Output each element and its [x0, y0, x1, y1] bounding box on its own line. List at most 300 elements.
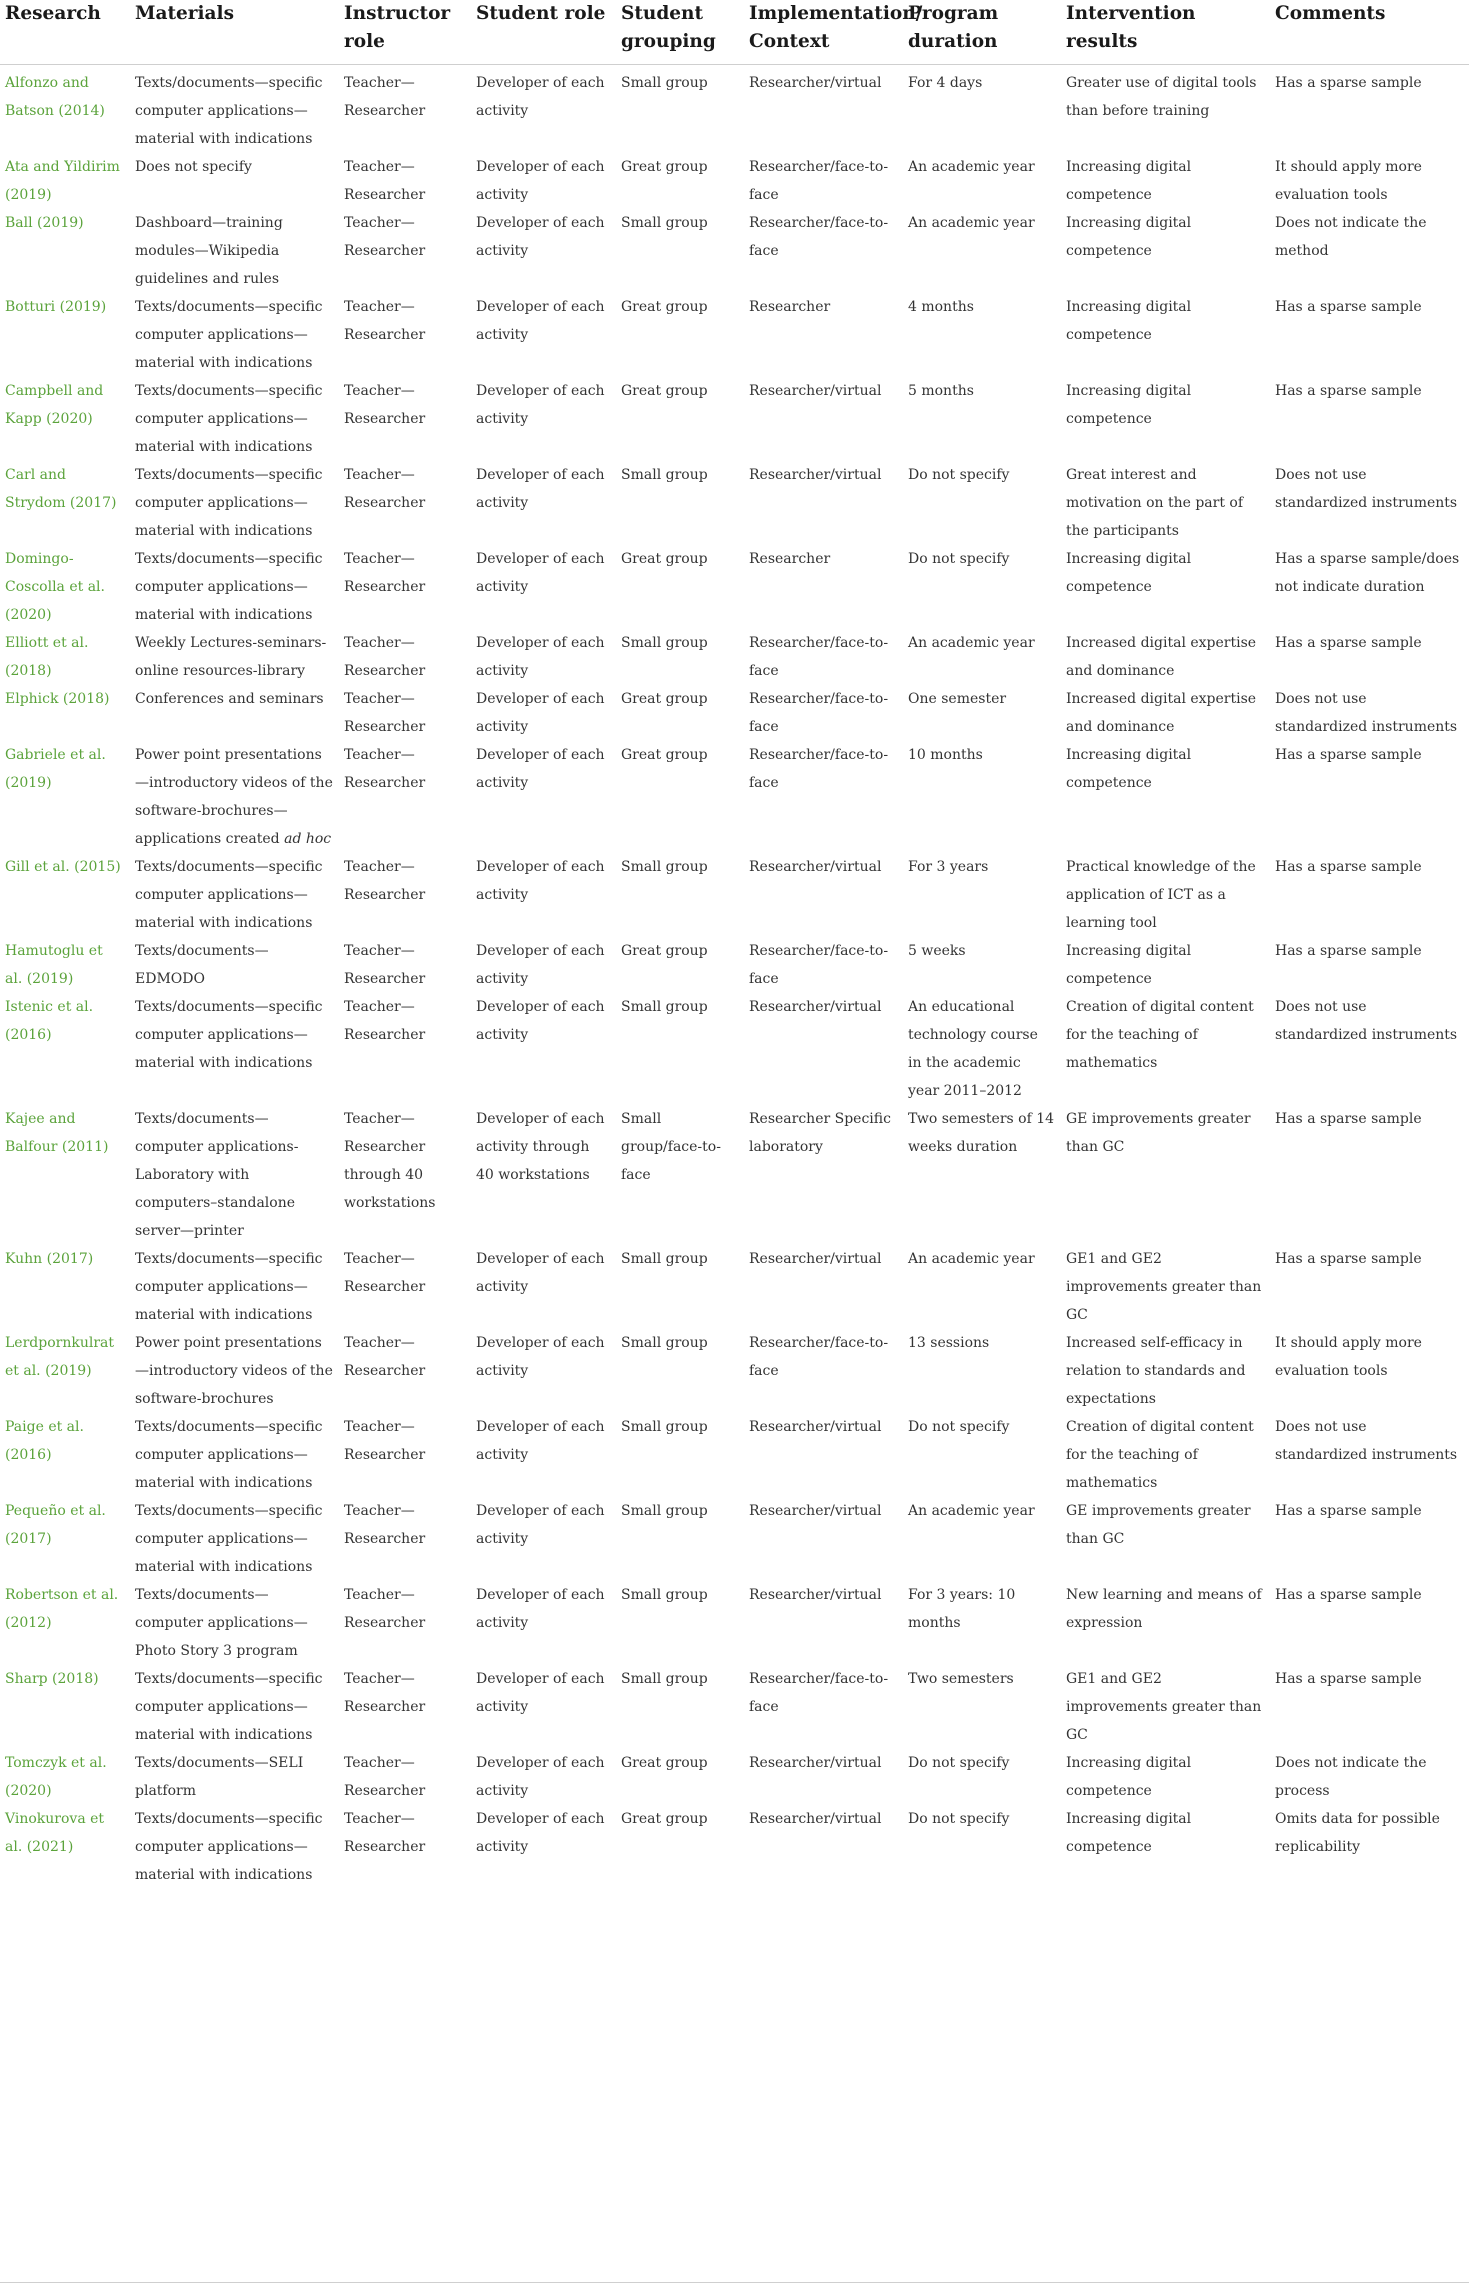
cell-text: Texts/documents—specific computer applications—material with indications — [135, 75, 323, 147]
materials-cell — [130, 65, 339, 154]
results-cell — [1061, 461, 1270, 545]
materials-cell — [130, 1805, 339, 1889]
student-grouping-cell — [616, 685, 744, 741]
cell-text: Developer of each activity — [476, 1335, 605, 1379]
cell-text: An academic year — [908, 215, 1035, 231]
research-cell[interactable] — [0, 685, 130, 741]
cell-text: Vinokurova et al. (2021) — [5, 1811, 105, 1855]
cell-text: Increased digital expertise and dominance — [1066, 635, 1257, 679]
cell-text: For 4 days — [908, 75, 983, 91]
duration-cell — [903, 853, 1061, 937]
results-cell — [1061, 1665, 1270, 1749]
table-row — [0, 685, 1469, 741]
cell-text: Dashboard—training modules—Wikipedia guidelines and rules — [135, 215, 283, 287]
cell-text: Great group — [621, 159, 708, 175]
cell-text: It should apply more evaluation tools — [1275, 159, 1422, 203]
header-research: Research — [0, 0, 130, 65]
instructor-role-cell — [339, 741, 471, 853]
student-grouping-cell — [616, 293, 744, 377]
research-cell[interactable] — [0, 65, 130, 154]
student-grouping-cell — [616, 153, 744, 209]
table-row — [0, 993, 1469, 1105]
cell-text: Teacher—Researcher — [344, 1335, 426, 1379]
header-student-role: Student role — [471, 0, 616, 65]
table-row — [0, 741, 1469, 853]
table-row — [0, 629, 1469, 685]
research-cell[interactable] — [0, 1413, 130, 1497]
cell-text: Great group — [621, 943, 708, 959]
materials-cell — [130, 377, 339, 461]
student-role-cell — [471, 993, 616, 1105]
materials-cell — [130, 1749, 339, 1805]
cell-text: Teacher—Researcher — [344, 75, 426, 119]
cell-text: Teacher—Researcher — [344, 747, 426, 791]
results-cell — [1061, 685, 1270, 741]
instructor-role-cell — [339, 461, 471, 545]
implementation-cell — [744, 1245, 903, 1329]
results-cell — [1061, 1749, 1270, 1805]
cell-text: Has a sparse sample — [1275, 1587, 1422, 1603]
research-cell[interactable] — [0, 629, 130, 685]
cell-text: Kuhn (2017) — [5, 1251, 94, 1267]
cell-text: Elphick (2018) — [5, 691, 110, 707]
duration-cell — [903, 741, 1061, 853]
comments-cell — [1270, 937, 1469, 993]
student-role-cell — [471, 1749, 616, 1805]
cell-text: Researcher/virtual — [749, 467, 882, 483]
cell-text: GE1 and GE2 improvements greater than GC — [1066, 1671, 1262, 1743]
comments-cell — [1270, 853, 1469, 937]
implementation-cell — [744, 685, 903, 741]
comments-cell — [1270, 1329, 1469, 1413]
cell-text: Researcher/face-to-face — [749, 635, 889, 679]
cell-text: 5 months — [908, 383, 974, 399]
cell-text: Small group — [621, 1587, 708, 1603]
cell-text: Gill et al. (2015) — [5, 859, 121, 875]
cell-text: Small group — [621, 215, 708, 231]
cell-text: Small group — [621, 1335, 708, 1351]
duration-cell — [903, 1581, 1061, 1665]
cell-text: An academic year — [908, 1503, 1035, 1519]
student-role-cell — [471, 1581, 616, 1665]
cell-text: Increasing digital competence — [1066, 747, 1192, 791]
results-cell — [1061, 65, 1270, 154]
cell-text: Small group — [621, 1419, 708, 1435]
student-grouping-cell — [616, 853, 744, 937]
cell-text: Great group — [621, 1811, 708, 1827]
cell-text: Kajee and Balfour (2011) — [5, 1111, 109, 1155]
cell-text: Has a sparse sample — [1275, 299, 1422, 315]
cell-text: Has a sparse sample — [1275, 75, 1422, 91]
cell-text: Teacher—Researcher — [344, 1251, 426, 1295]
duration-cell — [903, 1805, 1061, 1889]
student-role-cell — [471, 1413, 616, 1497]
cell-text: Robertson et al. (2012) — [5, 1587, 119, 1631]
cell-text: Teacher—Researcher — [344, 999, 426, 1043]
cell-text: Teacher—Researcher — [344, 691, 426, 735]
cell-text: Small group — [621, 999, 708, 1015]
research-cell[interactable] — [0, 1245, 130, 1329]
student-role-cell — [471, 1665, 616, 1749]
results-cell — [1061, 853, 1270, 937]
instructor-role-cell — [339, 209, 471, 293]
cell-text: Power point presentations—introductory videos of the software-brochures—applications created — [135, 747, 333, 847]
results-cell — [1061, 209, 1270, 293]
cell-text: Elliott et al. (2018) — [5, 635, 89, 679]
cell-text: Texts/documents—specific computer applications—material with indications — [135, 1251, 323, 1323]
cell-text: Teacher—Researcher — [344, 1755, 426, 1799]
cell-text: Campbell and Kapp (2020) — [5, 383, 104, 427]
research-cell[interactable] — [0, 1497, 130, 1581]
cell-text: Developer of each activity — [476, 859, 605, 903]
cell-text: Developer of each activity — [476, 467, 605, 511]
cell-text: Texts/documents—specific computer applications—material with indications — [135, 1671, 323, 1743]
research-cell[interactable] — [0, 545, 130, 629]
table-row — [0, 461, 1469, 545]
table-row — [0, 1105, 1469, 1245]
cell-text: Developer of each activity — [476, 551, 605, 595]
table-row — [0, 1329, 1469, 1413]
cell-text: Has a sparse sample — [1275, 747, 1422, 763]
implementation-cell — [744, 1497, 903, 1581]
cell-text: For 3 years: 10 months — [908, 1587, 1016, 1631]
cell-text: Developer of each activity — [476, 1811, 605, 1855]
comments-cell — [1270, 1749, 1469, 1805]
cell-text: Texts/documents—EDMODO — [135, 943, 269, 987]
comments-cell — [1270, 741, 1469, 853]
duration-cell — [903, 65, 1061, 154]
cell-text: Hamutoglu et al. (2019) — [5, 943, 103, 987]
cell-text: Researcher/virtual — [749, 383, 882, 399]
cell-text: An academic year — [908, 1251, 1035, 1267]
cell-text: Conferences and seminars — [135, 691, 324, 707]
cell-text: Botturi (2019) — [5, 299, 107, 315]
implementation-cell — [744, 65, 903, 154]
student-grouping-cell — [616, 545, 744, 629]
instructor-role-cell — [339, 1805, 471, 1889]
cell-text: For 3 years — [908, 859, 989, 875]
research-cell[interactable] — [0, 153, 130, 209]
cell-text: 4 months — [908, 299, 974, 315]
student-grouping-cell — [616, 461, 744, 545]
duration-cell — [903, 993, 1061, 1105]
cell-text: Do not specify — [908, 1419, 1010, 1435]
cell-text: Texts/documents—specific computer applications—material with indications — [135, 383, 323, 455]
research-cell[interactable] — [0, 993, 130, 1105]
cell-text: Omits data for possible replicability — [1275, 1811, 1440, 1855]
student-grouping-cell — [616, 1665, 744, 1749]
results-cell — [1061, 1413, 1270, 1497]
cell-text: Increasing digital competence — [1066, 1755, 1192, 1799]
cell-text: Developer of each activity — [476, 383, 605, 427]
cell-text: Developer of each activity — [476, 215, 605, 259]
implementation-cell — [744, 1105, 903, 1245]
cell-text: Two semesters of 14 weeks duration — [908, 1111, 1055, 1155]
results-cell — [1061, 293, 1270, 377]
cell-text: Researcher — [749, 551, 831, 567]
results-cell — [1061, 741, 1270, 853]
results-cell — [1061, 629, 1270, 685]
materials-cell — [130, 461, 339, 545]
research-cell[interactable] — [0, 741, 130, 853]
cell-text: Alfonzo and Batson (2014) — [5, 75, 105, 119]
cell-text: Ball (2019) — [5, 215, 84, 231]
table-row — [0, 1805, 1469, 1889]
cell-text: Great group — [621, 691, 708, 707]
results-cell — [1061, 1105, 1270, 1245]
table-row — [0, 1665, 1469, 1749]
cell-text: An academic year — [908, 635, 1035, 651]
cell-text: Increasing digital competence — [1066, 1811, 1192, 1855]
cell-text: Great group — [621, 1755, 708, 1771]
materials-cell — [130, 1497, 339, 1581]
cell-text: Teacher—Researcher — [344, 943, 426, 987]
instructor-role-cell — [339, 153, 471, 209]
cell-text: Small group — [621, 75, 708, 91]
materials-cell — [130, 1413, 339, 1497]
research-cell[interactable] — [0, 461, 130, 545]
instructor-role-cell — [339, 1497, 471, 1581]
student-grouping-cell — [616, 1805, 744, 1889]
instructor-role-cell — [339, 1413, 471, 1497]
cell-text: Creation of digital content for the teaching of mathematics — [1066, 999, 1254, 1071]
cell-text: Has a sparse sample — [1275, 859, 1422, 875]
duration-cell — [903, 1497, 1061, 1581]
cell-text: Teacher—Researcher — [344, 159, 426, 203]
student-grouping-cell — [616, 1105, 744, 1245]
student-role-cell — [471, 685, 616, 741]
comments-cell — [1270, 1497, 1469, 1581]
cell-text: Great group — [621, 551, 708, 567]
cell-text: Increased digital expertise and dominance — [1066, 691, 1257, 735]
results-cell — [1061, 153, 1270, 209]
table-row — [0, 377, 1469, 461]
cell-text: GE improvements greater than GC — [1066, 1111, 1251, 1155]
table-row — [0, 293, 1469, 377]
research-cell[interactable] — [0, 937, 130, 993]
cell-text: GE improvements greater than GC — [1066, 1503, 1251, 1547]
student-grouping-cell — [616, 1749, 744, 1805]
comments-cell — [1270, 377, 1469, 461]
student-role-cell — [471, 461, 616, 545]
header-program-duration: Program duration — [903, 0, 1061, 65]
cell-text: Developer of each activity — [476, 159, 605, 203]
cell-text: Texts/documents—computer applications—Photo Story 3 program — [135, 1587, 308, 1659]
cell-text: Researcher/virtual — [749, 1503, 882, 1519]
student-grouping-cell — [616, 377, 744, 461]
cell-text: Has a sparse sample — [1275, 943, 1422, 959]
cell-text: Does not use standardized instruments — [1275, 1419, 1458, 1463]
header-comments: Comments — [1270, 0, 1469, 65]
research-cell[interactable] — [0, 1749, 130, 1805]
comments-cell — [1270, 153, 1469, 209]
cell-text: Developer of each activity — [476, 1587, 605, 1631]
bottom-rule — [0, 2282, 1469, 2283]
comments-cell — [1270, 993, 1469, 1105]
student-role-cell — [471, 1805, 616, 1889]
research-cell[interactable] — [0, 853, 130, 937]
cell-text: Has a sparse sample — [1275, 1671, 1422, 1687]
student-role-cell — [471, 545, 616, 629]
student-grouping-cell — [616, 1245, 744, 1329]
comments-cell — [1270, 629, 1469, 685]
results-cell — [1061, 1805, 1270, 1889]
implementation-cell — [744, 461, 903, 545]
instructor-role-cell — [339, 1329, 471, 1413]
cell-text: Paige et al. (2016) — [5, 1419, 84, 1463]
cell-text: Texts/documents—specific computer applications—material with indications — [135, 551, 323, 623]
header-instructor-role: Instructor role — [339, 0, 471, 65]
instructor-role-cell — [339, 377, 471, 461]
cell-text: Researcher/face-to-face — [749, 1671, 889, 1715]
implementation-cell — [744, 545, 903, 629]
cell-text: Gabriele et al. (2019) — [5, 747, 106, 791]
materials-cell — [130, 1329, 339, 1413]
materials-cell — [130, 1245, 339, 1329]
instructor-role-cell — [339, 1749, 471, 1805]
cell-text: Texts/documents—computer applications-Laboratory with computers–standalone server—printer — [135, 1111, 299, 1239]
table-row — [0, 937, 1469, 993]
research-cell[interactable] — [0, 1329, 130, 1413]
cell-text: Texts/documents—specific computer applications—material with indications — [135, 1503, 323, 1575]
cell-text: Has a sparse sample — [1275, 1503, 1422, 1519]
instructor-role-cell — [339, 993, 471, 1105]
cell-text: Do not specify — [908, 1811, 1010, 1827]
student-role-cell — [471, 1245, 616, 1329]
student-grouping-cell — [616, 741, 744, 853]
instructor-role-cell — [339, 1665, 471, 1749]
comments-cell — [1270, 209, 1469, 293]
duration-cell — [903, 685, 1061, 741]
cell-text: Increasing digital competence — [1066, 215, 1192, 259]
research-cell[interactable] — [0, 1581, 130, 1665]
cell-text: Texts/documents—specific computer applications—material with indications — [135, 299, 323, 371]
materials-cell — [130, 741, 339, 853]
cell-text: Great group — [621, 383, 708, 399]
cell-text: Creation of digital content for the teaching of mathematics — [1066, 1419, 1254, 1491]
results-cell — [1061, 1497, 1270, 1581]
cell-text: Do not specify — [908, 551, 1010, 567]
research-cell[interactable] — [0, 209, 130, 293]
cell-text: Teacher—Researcher — [344, 1419, 426, 1463]
cell-text: Increasing digital competence — [1066, 551, 1192, 595]
research-cell[interactable] — [0, 377, 130, 461]
research-cell[interactable] — [0, 1805, 130, 1889]
comments-cell — [1270, 545, 1469, 629]
duration-cell — [903, 1245, 1061, 1329]
cell-text: 10 months — [908, 747, 983, 763]
cell-text: Developer of each activity through 40 workstations — [476, 1111, 605, 1183]
cell-text: Texts/documents—specific computer applications—material with indications — [135, 859, 323, 931]
student-grouping-cell — [616, 629, 744, 685]
cell-text: Developer of each activity — [476, 747, 605, 791]
table-row — [0, 1749, 1469, 1805]
table-row — [0, 209, 1469, 293]
implementation-cell — [744, 993, 903, 1105]
cell-text: Texts/documents—specific computer applications—material with indications — [135, 1811, 323, 1883]
cell-text: Does not specify — [135, 159, 252, 175]
cell-text: Does not indicate the process — [1275, 1755, 1427, 1799]
cell-text: 13 sessions — [908, 1335, 990, 1351]
cell-text: Researcher/face-to-face — [749, 159, 889, 203]
research-cell[interactable] — [0, 1105, 130, 1245]
comments-cell — [1270, 1581, 1469, 1665]
materials-cell — [130, 1665, 339, 1749]
implementation-cell — [744, 1329, 903, 1413]
duration-cell — [903, 1413, 1061, 1497]
materials-cell — [130, 209, 339, 293]
duration-cell — [903, 153, 1061, 209]
cell-text: Does not use standardized instruments — [1275, 691, 1458, 735]
duration-cell — [903, 377, 1061, 461]
cell-text: Researcher/virtual — [749, 1587, 882, 1603]
cell-text: Weekly Lectures-seminars-online resources-library — [135, 635, 327, 679]
cell-text: Developer of each activity — [476, 943, 605, 987]
implementation-cell — [744, 853, 903, 937]
comments-cell — [1270, 1805, 1469, 1889]
table-row — [0, 153, 1469, 209]
cell-text: Researcher/virtual — [749, 75, 882, 91]
cell-text: Small group/face-to-face — [621, 1111, 721, 1183]
cell-text: Has a sparse sample — [1275, 635, 1422, 651]
comments-cell — [1270, 1105, 1469, 1245]
cell-text: Developer of each activity — [476, 691, 605, 735]
cell-text: Great interest and motivation on the part of the participants — [1066, 467, 1244, 539]
cell-text: Small group — [621, 635, 708, 651]
cell-text: Do not specify — [908, 467, 1010, 483]
student-role-cell — [471, 293, 616, 377]
cell-text: Istenic et al. (2016) — [5, 999, 94, 1043]
cell-text: Carl and Strydom (2017) — [5, 467, 117, 511]
results-cell — [1061, 545, 1270, 629]
student-role-cell — [471, 209, 616, 293]
duration-cell — [903, 1749, 1061, 1805]
comments-cell — [1270, 461, 1469, 545]
implementation-cell — [744, 377, 903, 461]
table-row — [0, 1245, 1469, 1329]
student-grouping-cell — [616, 1581, 744, 1665]
materials-cell — [130, 629, 339, 685]
cell-text: Teacher—Researcher — [344, 215, 426, 259]
cell-text: Developer of each activity — [476, 75, 605, 119]
cell-text: Small group — [621, 1251, 708, 1267]
duration-cell — [903, 293, 1061, 377]
cell-text: Developer of each activity — [476, 1503, 605, 1547]
materials-cell — [130, 293, 339, 377]
duration-cell — [903, 629, 1061, 685]
implementation-cell — [744, 937, 903, 993]
cell-text: Has a sparse sample — [1275, 1111, 1422, 1127]
header-implementation-context: Implementation/ Context — [744, 0, 903, 65]
ad-hoc-text: ad hoc — [284, 831, 332, 847]
student-role-cell — [471, 377, 616, 461]
cell-text: Sharp (2018) — [5, 1671, 99, 1687]
research-cell[interactable] — [0, 1665, 130, 1749]
research-cell[interactable] — [0, 293, 130, 377]
instructor-role-cell — [339, 1245, 471, 1329]
table-body — [0, 65, 1469, 1890]
student-role-cell — [471, 153, 616, 209]
duration-cell — [903, 1105, 1061, 1245]
cell-text: Ata and Yildirim (2019) — [5, 159, 120, 203]
materials-cell — [130, 993, 339, 1105]
student-role-cell — [471, 1497, 616, 1581]
cell-text: Has a sparse sample — [1275, 1251, 1422, 1267]
instructor-role-cell — [339, 65, 471, 154]
cell-text: Researcher — [749, 299, 831, 315]
cell-text: Researcher/virtual — [749, 1251, 882, 1267]
duration-cell — [903, 545, 1061, 629]
